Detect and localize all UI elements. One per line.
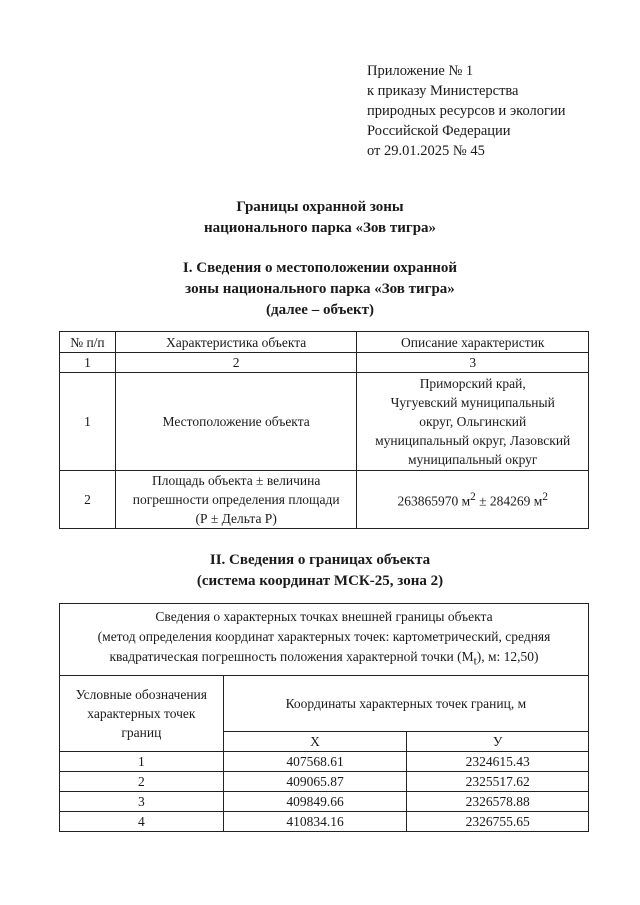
boundary-points-table [59,603,589,832]
document-title-line: национального парка «Зов тигра» [203,220,437,236]
section1-heading-line: (далее – объект) [266,302,374,318]
description-line: округ, Ольгинский [419,414,527,429]
caption-line [64,647,584,672]
point-label-header [60,675,224,751]
point-y: 2324615.43 [407,751,589,771]
table-row [60,373,589,471]
description-line: муниципальный округ [407,452,538,467]
caption-line: (метод определения координат характерных точек: картометрический, средняя [97,629,551,644]
table-row [60,751,589,771]
caption-text: квадратическая погрешность положения характерной точки (M [109,649,474,664]
header-cell: Характеристика объекта [115,332,357,353]
area-error: ± 284269 м [475,493,543,509]
caption-tail: ), м: 12,50) [476,649,539,664]
section1-heading-line: зоны национального парка «Зов тигра» [185,281,455,297]
appendix-line: Российской Федерации [367,123,511,139]
object-info-table [59,331,589,529]
appendix-line: к приказу Министерства [367,83,519,99]
characteristic-line: (Р ± Дельта Р) [195,511,277,526]
point-y: 2325517.62 [407,771,589,791]
x-header: X [223,731,407,751]
description-line: муниципальный округ, Лазовский [375,433,571,448]
point-y: 2326578.88 [407,791,589,811]
table-row [60,471,589,529]
section2-heading [0,550,640,592]
row-number: 2 [60,471,116,529]
characteristic-cell: Местоположение объекта [115,373,357,471]
description-line: Чугуевский муниципальный [390,395,555,410]
document-title-line: Границы охранной зоны [236,199,404,215]
table-row [60,791,589,811]
appendix-line: природных ресурсов и экологии [367,103,566,119]
point-x: 410834.16 [223,811,407,831]
table-caption-cell [60,604,589,676]
header-cell: № п/п [60,332,116,353]
table-header-row [60,675,589,731]
caption-sub: t [473,655,477,668]
table-row [60,771,589,791]
table-caption-row [60,604,589,676]
section1-heading-line: I. Сведения о местоположении охранной [182,260,458,276]
characteristic-line: погрешности определения площади [132,492,340,507]
area-value: 263865970 м [397,493,471,509]
point-x: 407568.61 [223,751,407,771]
coordinates-header: Координаты характерных точек границ, м [223,675,588,731]
header-line: характерных точек [87,705,196,721]
appendix-block [367,61,565,161]
table-header-row [60,332,589,353]
section2-heading-line: II. Сведения о границах объекта [209,552,431,568]
header-cell: Описание характеристик [357,332,589,353]
document-title [0,197,640,239]
appendix-line: от 29.01.2025 № 45 [367,143,485,159]
caption-line: Сведения о характерных точках внешней границы объекта [155,609,493,624]
point-x: 409065.87 [223,771,407,791]
header-line: границ [121,724,162,740]
description-line: Приморский край, [419,376,526,391]
appendix-line: Приложение № 1 [367,63,474,79]
numbering-cell: 1 [60,353,116,373]
section2-heading-line: (система координат МСК-25, зона 2) [196,573,444,589]
area-error-sup: 2 [542,491,548,504]
description-cell [357,373,589,471]
numbering-row [60,353,589,373]
header-line: Условные обозначения [75,686,207,702]
point-y: 2326755.65 [407,811,589,831]
characteristic-line: Площадь объекта ± величина [151,473,321,488]
y-header: У [407,731,589,751]
point-x: 409849.66 [223,791,407,811]
numbering-cell: 2 [115,353,357,373]
point-id: 3 [60,791,224,811]
area-value-cell [357,471,589,529]
characteristic-cell [115,471,357,529]
point-id: 1 [60,751,224,771]
table-row [60,811,589,831]
row-number: 1 [60,373,116,471]
section1-heading [0,258,640,321]
point-id: 2 [60,771,224,791]
area-unit-sup: 2 [470,491,476,504]
numbering-cell: 3 [357,353,589,373]
point-id: 4 [60,811,224,831]
